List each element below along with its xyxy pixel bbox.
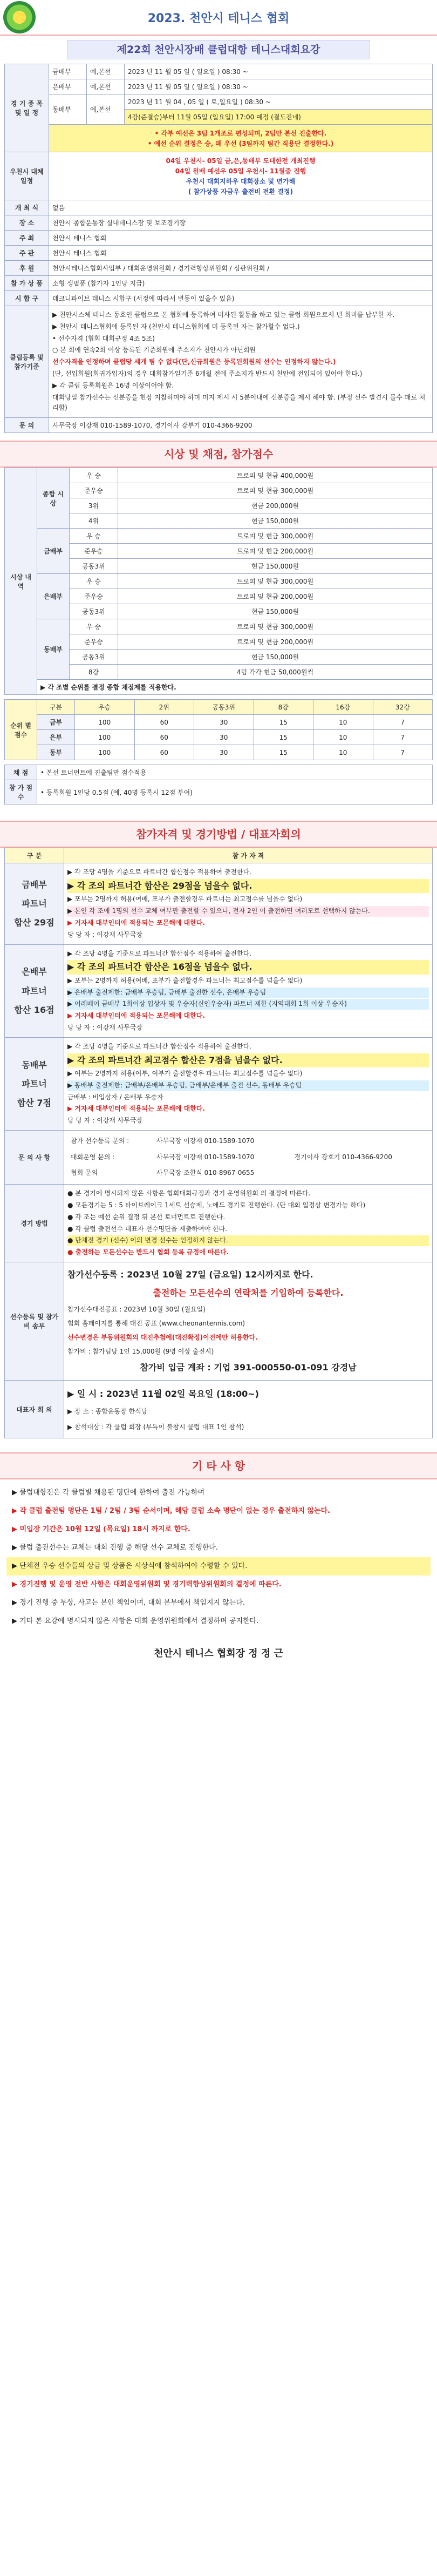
points-cell: 60 xyxy=(134,745,194,760)
prize-rank: 준우승 xyxy=(70,589,118,604)
prize-amount: 현금 150,000원 xyxy=(118,650,433,665)
prize-amount: 현금 150,000원 xyxy=(118,513,433,529)
info-value: 소형 생필품 (참가자 1인당 지급) xyxy=(49,276,433,291)
prize-rank: 공동3위 xyxy=(70,604,118,619)
method-label: 경기 방법 xyxy=(5,1185,64,1262)
info-value: 천안시 종합운동장 실내테니스장 및 보조경기장 xyxy=(49,215,433,231)
staff-topic: 협회 문의 xyxy=(71,1169,98,1177)
info-value: 없음 xyxy=(49,200,433,215)
rain-line: ( 참가상품 자금우 출전비 전환 결정) xyxy=(188,188,293,195)
points-cell: 15 xyxy=(254,730,313,745)
prize-amount: 트로피 및 현금 200,000원 xyxy=(118,589,433,604)
staff-contact xyxy=(291,1165,429,1181)
points-cell: 30 xyxy=(194,730,254,745)
prize-rank: 3위 xyxy=(70,498,118,513)
info-label: 후 원 xyxy=(5,261,49,276)
points-header: 8강 xyxy=(254,700,313,715)
silver-pair: 파트너 xyxy=(22,985,47,996)
schedule-label: 경 기 종 목 및 일 정 xyxy=(5,64,49,152)
eligibility-item: • 선수자격 (협회 대회규정 4조 5조) xyxy=(52,334,155,342)
tournament-title: 제22회 천안시장배 클럽대항 테니스대회요강 xyxy=(67,40,370,59)
silver-rule: ▶ 각 조의 파트너간 합산은 16점을 넘을수 없다. xyxy=(67,960,429,974)
gold-sum: 합산 29점 xyxy=(14,917,54,928)
ball-value: 데크니파이브 테니스 시합구 (서정에 따라서 변동이 있을수 있음) xyxy=(49,291,433,306)
points-row-label: 금부 xyxy=(37,715,75,730)
qualification-table xyxy=(4,848,433,1438)
division-type: 예,본선 xyxy=(87,64,125,79)
prize-group: 동배부 xyxy=(37,619,70,680)
scoring-table xyxy=(4,765,433,804)
prize-amount: 현금 150,000원 xyxy=(118,559,433,574)
gold-rule: ▶ 본인 각 조에 1명의 선수 교체 여부만 출전할 수 있으나, 전자 2인 이 출전하면 여러모로 선택하지 않는다. xyxy=(67,906,429,917)
method-line: ● 본 경기에 명시되지 않은 사항은 협회대회규정과 경기 운영위원회 의 결정에 따른다. xyxy=(67,1189,311,1198)
association-logo xyxy=(3,1,36,33)
points-header: 우승 xyxy=(75,700,135,715)
info-label: 장 소 xyxy=(5,215,49,231)
prize-rank: 준우승 xyxy=(70,544,118,559)
prize-group: 종합 시상 xyxy=(37,468,70,529)
staff-contact xyxy=(291,1133,429,1150)
prize-amount: 트로피 및 현금 300,000원 xyxy=(118,619,433,634)
etc-line: ▶ 경기 진행 중 부상, 사고는 본인 책임이며, 대회 본부에서 책임지지 않는다. xyxy=(12,1599,245,1607)
bronze-label: 동배부 xyxy=(22,1059,47,1070)
prize-rank: 우 승 xyxy=(70,529,118,544)
qualification-section-title: 참가자격 및 경기방법 / 대표자회의 xyxy=(0,821,437,848)
points-cell: 100 xyxy=(75,730,135,745)
prize-group: 은배부 xyxy=(37,574,70,619)
prize-label: 시상 내역 xyxy=(5,468,37,695)
rain-line: 04일 원배 예선우 05일 우천시- 11월중 진행 xyxy=(175,167,306,175)
points-row-label: 동부 xyxy=(37,745,75,760)
silver-label: 은배부 xyxy=(22,966,47,977)
eligibility-label: 클럽등록 및 참가기준 xyxy=(5,306,49,418)
eligibility-item: (단, 선입회원(회귀가입자)의 경우 대회참가일기준 6개월 전에 주소지가 반드시 천안에 전입되어 있어야 한다.) xyxy=(52,369,363,377)
etc-list xyxy=(4,1479,433,1635)
scoring-label: 채 점 xyxy=(5,765,37,780)
prize-rank: 공동3위 xyxy=(70,650,118,665)
prize-amount: 트로피 및 현금 400,000원 xyxy=(118,468,433,483)
rain-line: 04일 우천시- 05일 금,은,동배부 도대한전 개최진행 xyxy=(166,157,316,165)
prize-table xyxy=(4,468,433,695)
bronze-rule: 당 당 자 : 이강재 사무국장 xyxy=(67,1117,143,1125)
schedule-note: • 예선 순위 결정은 승, 패 우선 (3팀까지 팀간 직용단 결정한다.) xyxy=(147,140,334,147)
points-cell: 10 xyxy=(313,715,373,730)
prize-amount: 현금 150,000원 xyxy=(118,604,433,619)
scoring-value: • 본선 토너먼트에 진출팀만 점수적용 xyxy=(37,765,433,780)
info-label: 주 관 xyxy=(5,246,49,261)
prize-amount: 4팀 각각 현금 50,000원씩 xyxy=(118,665,433,680)
gold-label: 금배부 xyxy=(22,880,47,890)
rain-label: 우천시 대체일정 xyxy=(5,152,49,200)
schedule-table xyxy=(4,64,433,433)
ball-label: 시 합 구 xyxy=(5,291,49,306)
eligibility-item: ▶ 천안시스체 테니스 동호인 클럽으로 본 협회에 등록하여 미사된 활동을 하고 있는 클럽 회원으로서 년 회비를 납부한 자. xyxy=(52,311,395,319)
points-row-label: 은부 xyxy=(37,730,75,745)
staff-contact: 경기이사 강호기 010-4366-9200 xyxy=(294,1153,392,1161)
eligibility-item: ▶ 천안시 테니스협회에 등록된 자 (천안시 테니스협회에 미 등록된 자는 참가할수 없다.) xyxy=(52,322,300,330)
points-header: 공동3위 xyxy=(194,700,254,715)
method-line: ● 각 조는 예선 순위 결정 뒤 본선 토너먼트로 진행한다. xyxy=(67,1213,226,1221)
method-line: ● 단체전 경기 (선수) 이외 변경 선수는 인정하지 않는다. xyxy=(67,1235,429,1246)
prize-amount: 트로피 및 현금 300,000원 xyxy=(118,483,433,498)
association-title: 2023. 천안시 테니스 협회 xyxy=(147,11,290,25)
staff-contact: 사무국장 이강재 010-1589-1070 xyxy=(156,1153,255,1161)
registration-line: 참가비 : 참가팀당 1인 15,000원 (9명 이상 출전시) xyxy=(67,1348,214,1356)
points-header: 16강 xyxy=(313,700,373,715)
division-date: 2023 년 11 월 04 , 05 일 ( 토,일요일 ) 08:30 ~ xyxy=(125,94,433,110)
registration-line: 참가선수등록 : 2023년 10월 27일 (금요일) 12시까지로 한다. xyxy=(67,1269,313,1280)
registration-line: 협회 홈페이지를 통해 대진 공표 (www.cheonantennis.com) xyxy=(67,1320,245,1328)
silver-rule: ▶ 은배부 출전제한: 금배부 우승팀, 금배부 출전한 선수, 은배부 우승팀 xyxy=(67,988,429,998)
etc-line: ▶ 단체전 우승 선수들의 상금 및 상품은 시상식에 참석하여야 수령할 수 있다. xyxy=(6,1557,431,1576)
gold-rule: ▶ 각 조의 파트너간 합산은 29점을 넘을수 없다. xyxy=(67,879,429,893)
eligibility-item: 대회당일 참가선수는 신분증을 현장 지참하며야 하며 미지 제시 시 5분이내에 신분증을 제시 해야 함. (부정 선수 발견시 몰수 패로 처리함) xyxy=(52,393,426,412)
etc-line: ▶ 각 클럽 출전팀 명단은 1팀 / 2팀 / 3팀 순서이며, 해당 클럽 소속 명단이 없는 경우 출전하지 않는다. xyxy=(12,1507,331,1516)
eligibility-item: 선수자격을 인정하며 클럽당 세개 팀 수 없다(단,신규회원은 등록된회원의 선수는 인정하지 않는다.) xyxy=(52,358,336,366)
points-cell: 100 xyxy=(75,745,135,760)
prize-amount: 트로피 및 현금 200,000원 xyxy=(118,634,433,650)
meeting-line: ▶ 참석대상 : 각 클럽 회장 (부득이 불참시 클럽 대표 1인 참석) xyxy=(67,1423,244,1431)
points-cell: 30 xyxy=(194,715,254,730)
info-value: 천안시 테니스 협회 xyxy=(49,246,433,261)
silver-rule: ▶ 거자세 대부인터에 적용되는 포몬해에 대한다. xyxy=(67,1012,205,1020)
prize-rank: 공동3위 xyxy=(70,559,118,574)
method-line: ● 모든경기는 5 : 5 타이브레이크 1세트 선승제, 노애드 경기로 진행한다. (단 대회 일정상 변경가능 하다) xyxy=(67,1201,366,1209)
bronze-rule: ▶ 각 조당 4명을 기준으로 파트너간 합산점수 적용하여 출전한다. xyxy=(67,1042,251,1050)
prize-rank: 우 승 xyxy=(70,468,118,483)
staff-label: 문 의 사 항 xyxy=(5,1130,64,1184)
staff-topic: 참가 선수등록 문의 : xyxy=(71,1137,129,1145)
info-value: 천안시테니스협회사업부 / 대회운영위원회 / 경기력향상위원회 / 심판위원회 / xyxy=(49,261,433,276)
contact-value: 사무국장 이강재 010-1589-1070, 경기이사 강부기 010-4366-9200 xyxy=(49,418,433,433)
bank-account: 참가비 입금 계좌 : 기업 391-000550-01-091 강경남 xyxy=(140,1362,357,1373)
qual-header: 구 분 xyxy=(5,848,64,863)
prize-rank: 준우승 xyxy=(70,483,118,498)
silver-rule: ▶ 어레베어 금배부 1회이상 입상자 및 우승자(신인우승자) 파트너 제한 (지역대회 1회 이상 우승자) xyxy=(67,999,429,1010)
points-cell: 15 xyxy=(254,745,313,760)
points-cell: 15 xyxy=(254,715,313,730)
prize-amount: 트로피 및 현금 300,000원 xyxy=(118,529,433,544)
staff-topic: 대회운영 문의 : xyxy=(71,1153,115,1161)
points-cell: 7 xyxy=(373,745,433,760)
info-label: 주 최 xyxy=(5,231,49,246)
prize-section-title: 시상 및 채점, 참가점수 xyxy=(0,441,437,468)
registration-line: 선수변경은 부동위원회의 대진추첨에(대진확정)이전에만 허용한다. xyxy=(67,1334,258,1342)
etc-line: ▶ 클럽 출전선수는 교체는 대회 진행 중 해당 선수 교체로 진행한다. xyxy=(12,1544,218,1552)
bronze-sum: 합산 7점 xyxy=(17,1097,52,1108)
meeting-line: ▶ 장 소 : 종합운동장 한식당 xyxy=(67,1408,148,1416)
division-date: 2023 년 11 월 05 일 ( 일요일 ) 08:30 ~ xyxy=(125,79,433,94)
qual-header: 참 가 자 격 xyxy=(64,848,433,863)
fee-value: • 등록회원 1인당 0.5점 (예, 40명 등록시 12점 부여) xyxy=(37,780,433,804)
points-cell: 7 xyxy=(373,715,433,730)
fee-label: 참 가 점 수 xyxy=(5,780,37,804)
document-header xyxy=(0,0,437,36)
prize-group: 금배부 xyxy=(37,529,70,574)
staff-contact: 사무국장 이강재 010-1589-1070 xyxy=(156,1137,255,1145)
registration-label: 선수등록 및 참가비 송부 xyxy=(5,1262,64,1381)
etc-section-title: 기 타 사 항 xyxy=(0,1452,437,1479)
points-cell: 60 xyxy=(134,715,194,730)
gold-pair: 파트너 xyxy=(22,898,47,909)
meeting-label: 대표자 회 의 xyxy=(5,1381,64,1438)
meeting-line: ▶ 일 시 : 2023년 11월 02일 목요일 (18:00~) xyxy=(67,1389,259,1399)
rain-line: 우천시 대회지하우 대회장소 및 면가해 xyxy=(186,178,296,185)
bronze-rule: ▶ 여부는 2명까지 허용(여부, 여부가 출전할경우 파트너는 최고점수를 넘을수 없다) xyxy=(67,1069,303,1077)
silver-rule: 당 당 자 : 이강재 사무국장 xyxy=(67,1023,143,1031)
gold-rule: ▶ 거자세 대부인터에 적용되는 포몬해에 대한다. xyxy=(67,918,205,927)
points-cell: 10 xyxy=(313,745,373,760)
prize-amount: 트로피 및 현금 200,000원 xyxy=(118,544,433,559)
prize-rank: 8강 xyxy=(70,665,118,680)
info-value: 천안시 테니스 협회 xyxy=(49,231,433,246)
info-label: 개 최 식 xyxy=(5,200,49,215)
points-cell: 100 xyxy=(75,715,135,730)
division-bronze: 동배부 xyxy=(49,94,87,125)
schedule-note: • 각부 예선은 3팀 1개조로 편성되며, 2팀만 본선 진출한다. xyxy=(154,130,327,137)
points-table xyxy=(4,699,433,760)
info-label: 참 가 상 품 xyxy=(5,276,49,291)
registration-line: 참가선수대진공표 : 2023년 10월 30일 (월요일) xyxy=(67,1306,206,1314)
prize-note: ▶ 각 조별 순위를 결정 종합 채점제를 적용한다. xyxy=(37,680,433,695)
gold-rule: 당 당 자 : 이강재 사무국장 xyxy=(67,930,143,938)
prize-rank: 준우승 xyxy=(70,634,118,650)
registration-line: 출전하는 모든선수의 연락처를 기입하여 등록한다. xyxy=(153,1288,344,1299)
bronze-rule: ▶ 동배부 출전제한: 금배부/은배부 우승팀, 금배부/은배부 출전 선수, 동배부 우승팀 xyxy=(67,1080,429,1091)
silver-rule: ▶ 포부는 2명까지 허용(여배, 포부가 출전할경우 파트너는 최고점수를 넘을수 없다) xyxy=(67,976,303,984)
method-line: ● 각 클럽 출전선수 대표자 선수명단을 제출하여야 한다. xyxy=(67,1225,228,1233)
eligibility-item: ○ 본 회에 연속2회 이상 등록된 기준회원에 주소지가 천안시가 아닌회원 xyxy=(52,346,256,354)
bronze-rule: 금배부 : 비입상자 / 은배부 우승자 xyxy=(67,1093,163,1101)
division-silver: 은배부 xyxy=(49,79,87,94)
eligibility-item: ▶ 각 클럽 등록회원은 16명 이상이어야 함. xyxy=(52,381,174,389)
bronze-rule: ▶ 각 조의 파트너간 최고점수 합산은 7점을 넘을수 없다. xyxy=(67,1053,429,1067)
silver-rule: ▶ 각 조당 4명을 기준으로 파트너간 합산점수 적용하여 출전한다. xyxy=(67,949,251,957)
gold-rule: ▶ 포부는 2명까지 허용(여배, 포부가 출전할경우 파트너는 최고점수를 넘을수 없다) xyxy=(67,895,303,903)
points-cell: 60 xyxy=(134,730,194,745)
silver-sum: 합산 16점 xyxy=(14,1004,54,1015)
signature: 천안시 테니스 협회장 정 정 근 xyxy=(154,1648,283,1660)
division-date: 2023 년 11 월 05 일 ( 일요일 ) 08:30 ~ xyxy=(125,64,433,79)
method-line: ● 출전하는 모든선수는 반드시 협회 등록 규정에 따른다. xyxy=(67,1248,229,1256)
division-type: 예,본선 xyxy=(87,94,125,125)
gold-rule: ▶ 각 조당 4명을 기준으로 파트너간 합산점수 적용하여 출전한다. xyxy=(67,868,251,876)
prize-rank: 4위 xyxy=(70,513,118,529)
prize-rank: 우 승 xyxy=(70,574,118,589)
prize-amount: 현금 200,000원 xyxy=(118,498,433,513)
points-cell: 7 xyxy=(373,730,433,745)
division-date-note: 4강(준결승)부터 11월 05일 (일요일) 17:00 예정 (결도진네) xyxy=(125,110,433,125)
points-cell: 30 xyxy=(194,745,254,760)
points-header: 2위 xyxy=(134,700,194,715)
etc-line: ▶ 경기진행 및 운영 전반 사항은 대회운영위원회 및 경기력향상위원회의 결정에 따른다. xyxy=(12,1580,282,1589)
etc-line: ▶ 기타 본 요강에 명시되지 않은 사항은 대회 운영위원회에서 결정하며 공지한다. xyxy=(12,1617,259,1626)
bronze-pair: 파트너 xyxy=(22,1078,47,1089)
division-gold: 금배부 xyxy=(49,64,87,79)
staff-contact: 사무국장 조한식 010-8967-0655 xyxy=(156,1169,255,1177)
prize-rank: 우 승 xyxy=(70,619,118,634)
contact-label: 문 의 xyxy=(5,418,49,433)
etc-line: ▶ 미입장 기간은 10월 12일 (목요일) 18시 까지로 한다. xyxy=(12,1525,190,1534)
points-header: 구분 xyxy=(37,700,75,715)
etc-line: ▶ 클럽대항전은 각 클럽별 채용된 명단에 한하여 출전 가능하며 xyxy=(12,1489,205,1497)
points-label: 순위 별 점수 xyxy=(5,700,37,760)
prize-amount: 트로피 및 현금 300,000원 xyxy=(118,574,433,589)
division-type: 예,본선 xyxy=(87,79,125,94)
points-cell: 10 xyxy=(313,730,373,745)
bronze-rule: ▶ 거자세 대부인터에 적용되는 포몬해에 대한다. xyxy=(67,1105,205,1113)
points-header: 32강 xyxy=(373,700,433,715)
